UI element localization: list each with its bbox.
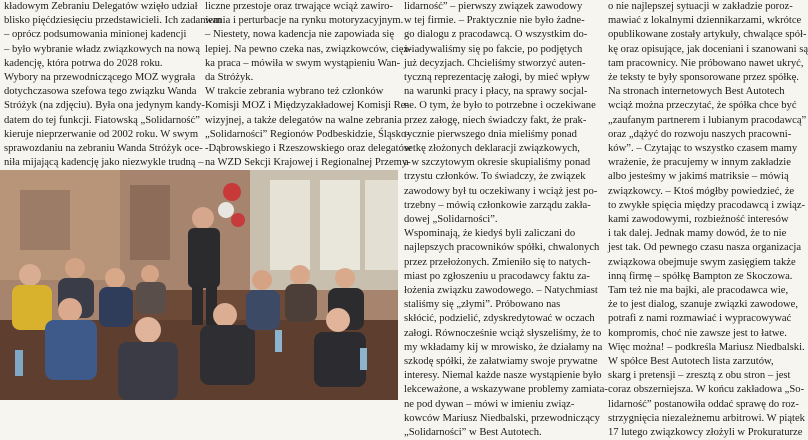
text-line: my wkładamy kij w mrowisko, że działamy na	[404, 341, 603, 353]
text-line: że to jest dialog, szanuje związki zawodowe,	[608, 299, 799, 311]
text-line: trzebny – mówią członkowie zarządu zakła-	[404, 199, 591, 211]
text-line: lidarność” postanowiła oddać sprawę do roz-	[608, 398, 799, 410]
text-line: Wspominają, że kiedyś byli zaliczani do	[404, 228, 576, 240]
text-line: i tak dalej. Jednak mamy dowód, że to nie	[608, 228, 787, 240]
text-line: skarg i pretensji – zresztą z obu stron – jest	[608, 370, 791, 382]
article-column-1	[4, 0, 222, 185]
text-line: liczne przestoje oraz trwające wciąż zawiro-	[205, 1, 393, 12]
text-line: W spółce Best Autotech lista zarzutów,	[608, 356, 774, 368]
text-line: albo jesteśmy w jakimś matriksie – mówią	[608, 171, 789, 183]
text-line: Wybory na przewodniczącego MOZ wygrała	[4, 72, 196, 84]
text-line: – oprócz podsumowania minionej kadencji	[4, 29, 187, 41]
article-column-2	[205, 0, 412, 185]
text-line: już decyzjach. Chcieliśmy stworzyć auten-	[404, 57, 586, 69]
text-line: tycznie pierwszego dnia mieliśmy ponad	[404, 128, 577, 140]
text-line: wrażenie, że pracujemy w innym zakładzie	[608, 157, 791, 169]
text-line: dotychczasowa szefowa tego związku Wanda	[4, 86, 197, 98]
text-line: „zaufanym partnerem i lubianym pracodawcą”	[608, 114, 807, 126]
text-line: przez załogę, niech świadczy fakt, że prak-	[404, 114, 587, 126]
text-line: związkowcy. – Ktoś mógłby powiedzieć, że	[608, 185, 795, 197]
text-line: go dialogu z pracodawcą. O wszystkim do-	[404, 29, 588, 41]
text-line: lidarność” – pierwszy związek zawodowy	[404, 1, 583, 12]
text-line: 17 lutego związkowcy złożyli w Prokuraturze	[608, 427, 803, 439]
text-line: kadencję, która potrwa do 2028 roku.	[4, 57, 163, 69]
text-line: wizyjnej, a także delegatów na walne zebrania	[205, 114, 402, 126]
text-line: – Niestety, nowa kadencja nie zapowiada się	[205, 29, 395, 41]
text-line: sprawozdaniu na zebraniu Wanda Stróżyk oce-	[4, 143, 203, 155]
text-line: kładowym Zebraniu Delegatów wzięło udział	[4, 1, 198, 12]
text-line: lekceważone, a wskazywane problemy zamiata-	[404, 384, 608, 396]
text-line: lepiej. Na pewno czeka nas, związkowców, cięż-	[205, 43, 412, 55]
text-line: skłócić, podzielić, zdyskredytować w oczach	[404, 313, 595, 325]
text-line: staliśmy się „złymi”. Próbowano nas	[404, 299, 561, 311]
text-line: to zwykłe spięcia między pracodawcą i związ-	[608, 199, 806, 211]
article-column-4	[608, 0, 808, 439]
text-line: datem do tej funkcji. Fiatowską „Solidarność”	[4, 114, 200, 126]
text-line: Tam też nie ma bajki, ale pracodawca wie,	[608, 285, 789, 297]
text-line: łożenia związku zawodowego. – Natychmiast	[404, 285, 598, 297]
text-line: coraz obszerniejsza. W końcu zakładowa „So-	[608, 384, 805, 396]
text-line: kieruje nieprzerwanie od 2002 roku. W swym	[4, 128, 199, 140]
text-line: strzygnięcia niezależnemu arbitrowi. W piątek	[608, 412, 805, 424]
text-line: ne pod dywan – mówi w imieniu związ-	[404, 398, 575, 410]
text-line: ne. O tym, że było to potrzebne i oczekiwane	[404, 100, 596, 112]
text-line: „Solidarności” w Best Autotech.	[404, 427, 542, 439]
text-line: zawodowy był tu oczekiwany i wciąż jest po-	[404, 185, 598, 197]
text-line: trzystu członków. To świadczy, że związek	[404, 171, 586, 183]
text-line: blisko pięćdziesięciu przedstawicieli. Ich zadaniem	[4, 15, 222, 27]
text-line: na warunki pracy i płacy, na sprawy socjal-	[404, 86, 588, 98]
text-line: oraz „dążyć do rozwoju naszych pracowni-	[608, 128, 792, 140]
article-column-3	[404, 0, 608, 439]
text-line: potrafi z nami rozmawiać i wypracowywać	[608, 313, 792, 325]
text-line: kowców Mariusz Niedbalski, przewodniczący	[404, 412, 600, 424]
text-line: dowej „Solidarności”.	[404, 214, 498, 226]
text-line: że teksty te były sponsorowane przez spółkę.	[608, 72, 799, 84]
text-line: jest tak. Od pewnego czasu nasza organizacja	[608, 242, 802, 254]
text-line: kami zawodowymi, rozbieżność interesów	[608, 214, 789, 226]
text-line: kompromis, choć nie zawsze jest to łatwe.	[608, 327, 787, 339]
text-line: a w szczytowym okresie skupialiśmy ponad	[404, 157, 591, 169]
text-line: w tej firmie. – Praktycznie nie było żadne-	[404, 15, 585, 27]
text-line: Więc można! – podkreśla Mariusz Niedbalski.	[608, 341, 805, 353]
text-line: na WZD Sekcji Krajowej i Regionalnej Przemy-	[205, 157, 411, 169]
text-line: wciąż można przeczytać, że spółka chce być	[608, 100, 797, 112]
text-line: o nie najlepszej sytuacji w zakładzie poroz-	[608, 1, 793, 12]
text-line: tyczną reprezentację załogi, by mieć wpływ	[404, 72, 590, 84]
text-line: interesy. Niemal każde nasze wystąpienie było	[404, 370, 602, 382]
text-line: inną firmę – spółkę Bampton ze Skoczowa.	[608, 270, 793, 282]
text-line: miast po zgłoszeniu u pracodawcy faktu za-	[404, 270, 590, 282]
text-line: da Stróżyk.	[205, 72, 254, 84]
text-line: -Dąbrowskiego i Rzeszowskiego oraz delegatów	[205, 143, 412, 155]
text-line: ków”. – Czytając to wszystko czasem mamy	[608, 143, 798, 155]
text-line: kę oraz opisujące, jak doceniani i szanowani są	[608, 43, 808, 55]
text-line: wiadywaliśmy się po fakcie, po podjętych	[404, 43, 583, 55]
text-line: – było wybranie władz związkowych na nową	[4, 43, 200, 55]
text-line: najlepszych pracowników spółki, chwalonych	[404, 242, 600, 254]
text-line: niła mijającą kadencję jako niezwykle trudną –	[4, 157, 204, 169]
text-line: Komisji MOZ i Międzyzakładowej Komisji Re-	[205, 100, 409, 112]
text-line: W trakcie zebrania wybrano też członków	[205, 86, 384, 98]
text-line: Na stronach internetowych Best Autotech	[608, 86, 785, 98]
text-line: mawiać z lokalnymi dziennikarzami, wkrótce	[608, 15, 802, 27]
text-line: opublikowane zostały artykuły, chwalące spół-	[608, 29, 807, 41]
text-line: szkodę spółki, że załatwiamy swoje prywatne	[404, 356, 598, 368]
text-line: setkę złożonych deklaracji związkowych,	[404, 143, 580, 155]
text-line: przez przełożonych. Zmieniło się to natych-	[404, 256, 591, 268]
text-line: wania i perturbacje na rynku motoryzacyjnym.	[205, 15, 404, 27]
meeting-photo	[0, 170, 398, 400]
text-line: załogi. Równocześnie wciąż słyszeliśmy, że to	[404, 327, 602, 339]
text-line: Stróżyk (na zdjęciu). Była ona jedynym kandy-	[4, 100, 205, 112]
text-line: tam pracownicy. Nie próbowano nawet ukryć,	[608, 57, 804, 69]
text-line: ka praca – mówiła w swym wystąpieniu Wan-	[205, 57, 401, 69]
meeting-photo-illustration	[0, 170, 398, 400]
text-line: związkowa obejmuje swym zasięgiem także	[608, 256, 796, 268]
text-line: „Solidarności” Regionów Podbeskidzie, Śląsko-	[205, 128, 410, 140]
